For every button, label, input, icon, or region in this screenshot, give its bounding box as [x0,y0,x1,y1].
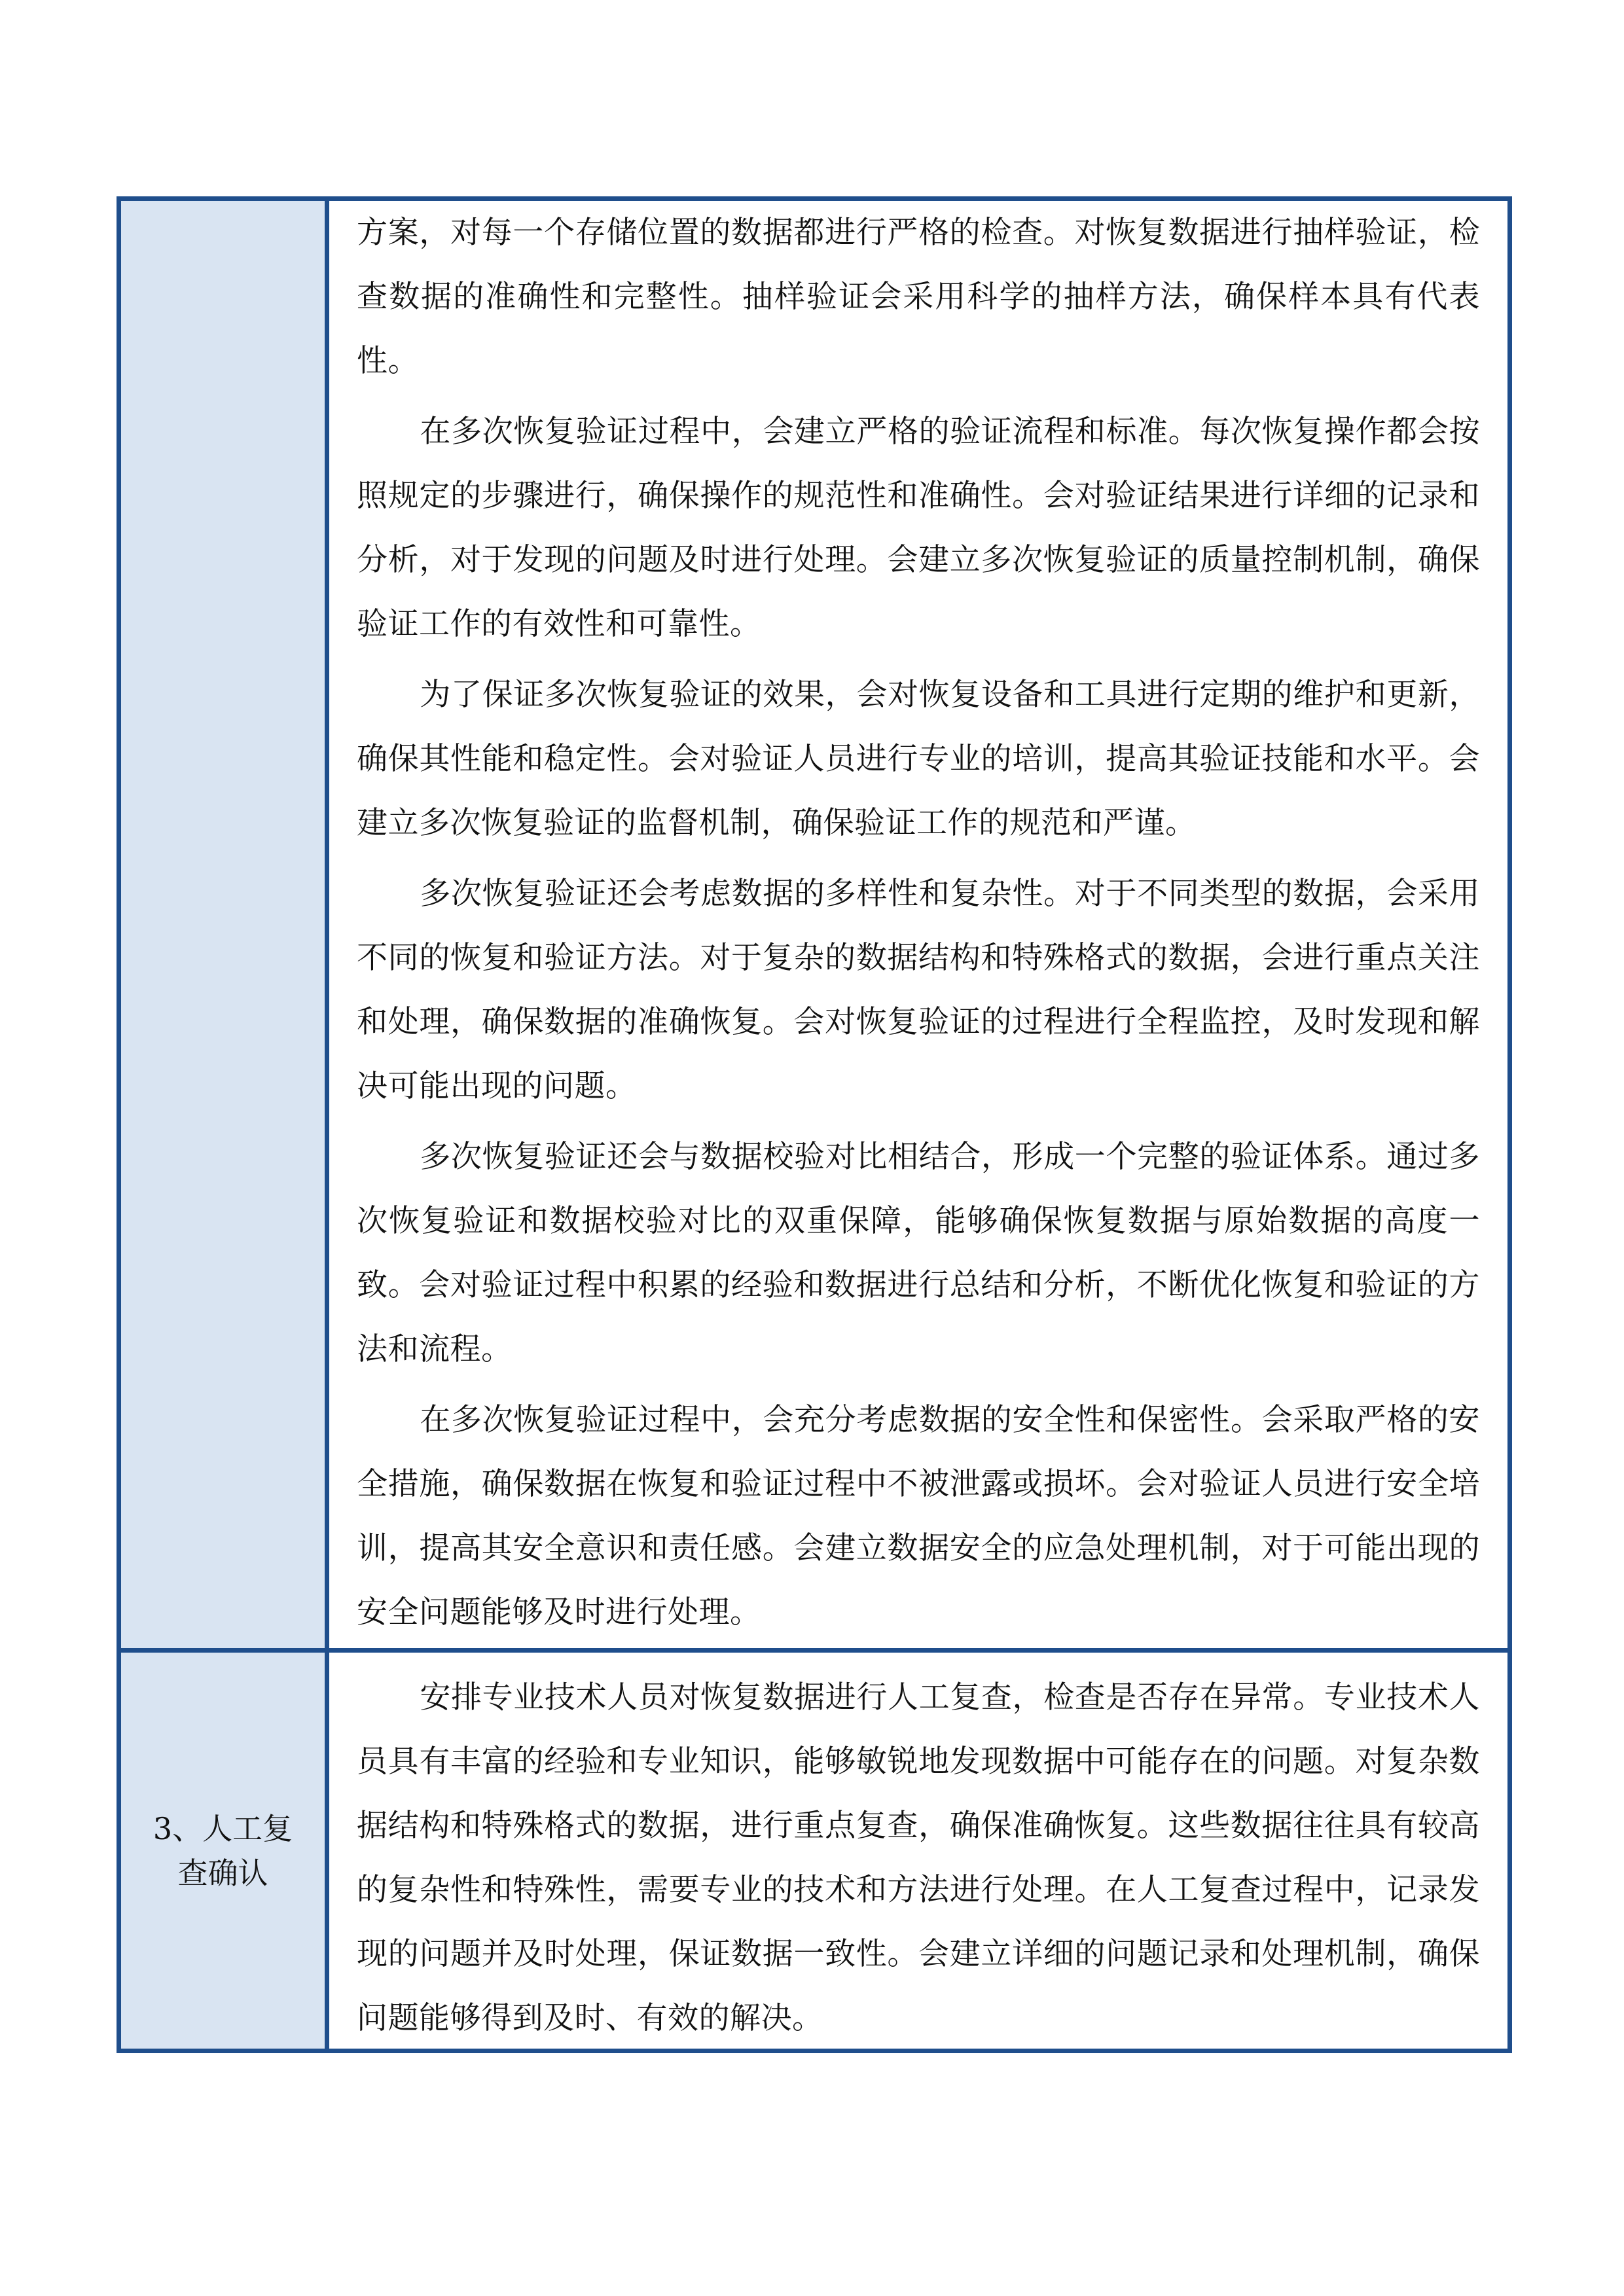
paragraph: 为了保证多次恢复验证的效果，会对恢复设备和工具进行定期的维护和更新，确保其性能和稳定性。会对验证人员进行专业的培训，提高其验证技能和水平。会建立多次恢复验证的监督机制，确保验证工作的规范和严谨。 [357,677,1480,841]
paragraph: 方案，对每一个存储位置的数据都进行严格的检查。对恢复数据进行抽样验证，检查数据的准确性和完整性。抽样验证会采用科学的抽样方法，确保样本具有代表性。 [357,215,1480,379]
paragraph: 安排专业技术人员对恢复数据进行人工复查，检查是否存在异常。专业技术人员具有丰富的经验和专业知识，能够敏锐地发现数据中可能存在的问题。对复杂数据结构和特殊格式的数据，进行重点复查，确保准确恢复。这些数据往往具有较高的复杂性和特殊性，需要专业的技术和方法进行处理。在人工复查过程中，记录发现的问题并及时处理，保证数据一致性。会建立详细的问题记录和处理机制，确保问题能够得到及时、有效的解决。 [357,1679,1480,2036]
row-label: 3、人工复查确认 [153,1810,293,1891]
table-row [121,1648,1507,2049]
row-content-cell [329,201,1507,1648]
paragraph: 多次恢复验证还会与数据校验对比相结合，形成一个完整的验证体系。通过多次恢复验证和数据校验对比的双重保障，能够确保恢复数据与原始数据的高度一致。会对验证过程中积累的经验和数据进行总结和分析，不断优化恢复和验证的方法和流程。 [357,1139,1480,1367]
row-content-cell [329,1653,1507,2049]
row-label-cell [121,201,329,1648]
row-label-cell [121,1653,329,2049]
content-table [117,196,1512,2053]
paragraph: 在多次恢复验证过程中，会建立严格的验证流程和标准。每次恢复操作都会按照规定的步骤进行，确保操作的规范性和准确性。会对验证结果进行详细的记录和分析，对于发现的问题及时进行处理。会建立多次恢复验证的质量控制机制，确保验证工作的有效性和可靠性。 [357,414,1480,642]
paragraph: 在多次恢复验证过程中，会充分考虑数据的安全性和保密性。会采取严格的安全措施，确保数据在恢复和验证过程中不被泄露或损坏。会对验证人员进行安全培训，提高其安全意识和责任感。会建立数据安全的应急处理机制，对于可能出现的安全问题能够及时进行处理。 [357,1402,1480,1630]
table-row [121,201,1507,1648]
paragraph: 多次恢复验证还会考虑数据的多样性和复杂性。对于不同类型的数据，会采用不同的恢复和验证方法。对于复杂的数据结构和特殊格式的数据，会进行重点关注和处理，确保数据的准确恢复。会对恢复验证的过程进行全程监控，及时发现和解决可能出现的问题。 [357,876,1480,1104]
